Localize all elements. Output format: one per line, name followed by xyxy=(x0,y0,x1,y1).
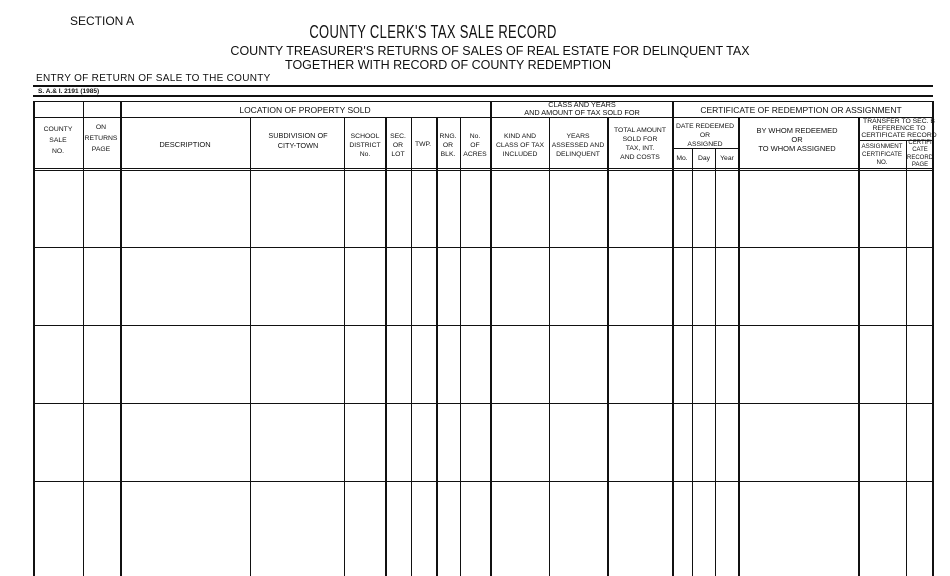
col-county-sale-no: COUNTY SALE NO. xyxy=(43,126,73,155)
col-cert-record-page: CERTIFI CATE RECORD PAGE xyxy=(906,140,934,168)
col-line xyxy=(692,148,693,576)
col-line xyxy=(250,117,251,576)
col-twp: TWP. xyxy=(414,141,432,148)
row-line-4 xyxy=(33,481,933,482)
col-years-assessed: YEARS ASSESSED AND DELINQUENT xyxy=(551,133,605,158)
col-subdivision: SUBDIVISION OF CITY-TOWN xyxy=(268,131,328,150)
col-sec-lot: SEC. OR LOT xyxy=(390,133,406,158)
row-line-2 xyxy=(33,325,933,326)
col-line-left xyxy=(33,101,35,576)
col-date-day: Day xyxy=(697,155,711,162)
group-location: LOCATION OF PROPERTY SOLD xyxy=(239,105,371,115)
col-total-amount: TOTAL AMOUNT SOLD FOR TAX, INT. AND COSTS xyxy=(614,127,666,161)
col-line xyxy=(607,117,609,576)
col-line xyxy=(83,101,84,576)
col-line-right xyxy=(932,101,934,576)
form-subtitle-line1: COUNTY TREASURER'S RETURNS OF SALES OF REAL ESTATE FOR DELINQUENT TAX xyxy=(230,44,750,58)
row-line-1 xyxy=(33,247,933,248)
col-by-whom: BY WHOM REDEEMED OR TO WHOM ASSIGNED xyxy=(756,126,838,153)
col-line xyxy=(436,117,438,576)
col-rng-blk: RNG. OR BLK. xyxy=(439,133,457,158)
header-bottom-line-2 xyxy=(33,170,933,171)
group-transfer: TRANSFER TO SEC. B REFERENCE TO CERTIFICATE RECORD xyxy=(861,118,937,139)
col-assignment-certificate: ASSIGNMENT CERTIFICATE NO. xyxy=(861,143,903,166)
col-date-year: Year xyxy=(720,155,734,162)
col-line xyxy=(385,117,387,576)
col-line xyxy=(490,101,492,576)
col-line xyxy=(549,117,550,576)
row-line-3 xyxy=(33,403,933,404)
col-date-redeemed: DATE REDEEMED OR ASSIGNED xyxy=(675,123,735,148)
entry-label: ENTRY OF RETURN OF SALE TO THE COUNTY xyxy=(36,73,271,84)
col-school-district: SCHOOL DISTRICT No. xyxy=(349,133,381,158)
form-subtitle-line2: TOGETHER WITH RECORD OF COUNTY REDEMPTION xyxy=(285,58,611,72)
col-acres: No. OF ACRES xyxy=(463,133,487,158)
col-line xyxy=(715,148,716,576)
header-rule-top xyxy=(33,85,933,87)
section-label: SECTION A xyxy=(70,14,135,28)
group-certificate: CERTIFICATE OF REDEMPTION OR ASSIGNMENT xyxy=(700,105,902,115)
group-header-line xyxy=(33,117,933,118)
col-line xyxy=(858,117,860,576)
col-line xyxy=(411,117,412,576)
col-line xyxy=(738,117,740,576)
col-line xyxy=(460,117,461,576)
col-line xyxy=(672,101,674,576)
col-kind-class: KIND AND CLASS OF TAX INCLUDED xyxy=(495,133,545,158)
col-returns-page: ON RETURNS PAGE xyxy=(84,124,118,153)
header-rule-bottom xyxy=(33,95,933,97)
col-line xyxy=(906,140,907,576)
table-top-line xyxy=(33,101,933,102)
col-line xyxy=(120,101,122,576)
col-description: DESCRIPTION xyxy=(159,140,211,149)
col-date-mo: Mo. xyxy=(676,155,688,162)
group-class-years: CLASS AND YEARS AND AMOUNT OF TAX SOLD FOR xyxy=(524,100,640,117)
form-title: COUNTY CLERK'S TAX SALE RECORD xyxy=(309,22,557,42)
form-number: S. A.& I. 2191 (1985) xyxy=(38,88,100,95)
header-bottom-line-1 xyxy=(33,168,933,169)
col-line xyxy=(344,117,345,576)
